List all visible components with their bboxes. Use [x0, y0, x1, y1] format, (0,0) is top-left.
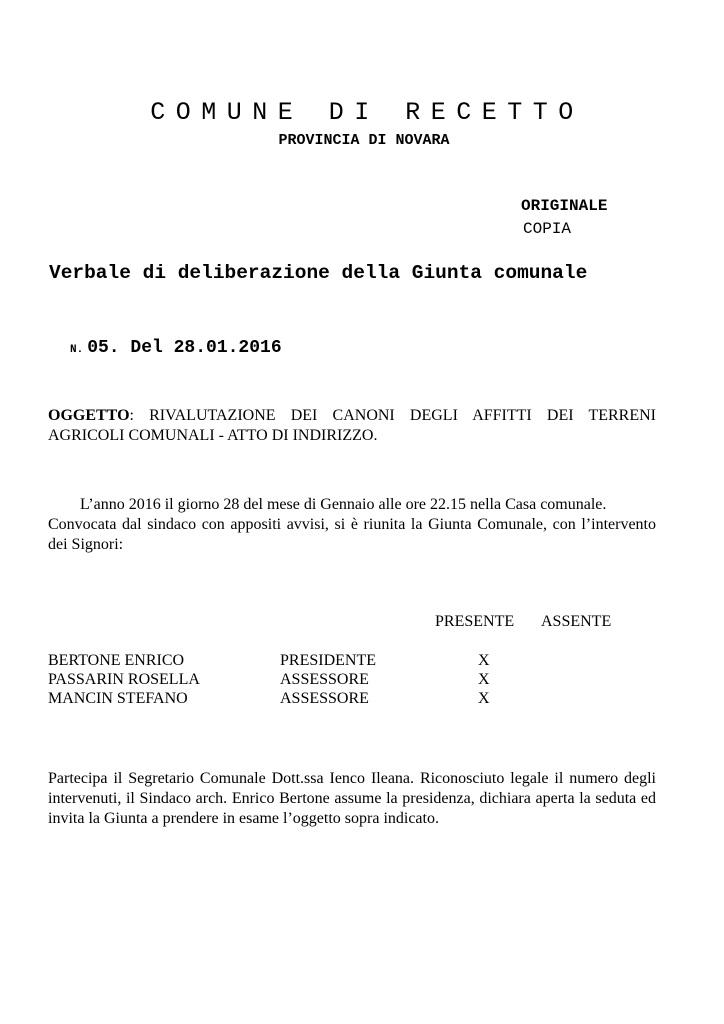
number-value: 05. Del 28.01.2016 — [87, 338, 282, 358]
assente-header: ASSENTE — [541, 613, 612, 630]
attendance-row — [48, 652, 668, 672]
provincia-subtitle: PROVINCIA DI NOVARA — [278, 132, 450, 149]
oggetto-label: OGGETTO — [48, 407, 130, 424]
member-name: BERTONE ENRICO — [48, 652, 185, 669]
convocata-line: Convocata dal sindaco con appositi avvisi, si è riunita la Giunta Comunale, con l’intervento dei Signori: — [48, 516, 656, 553]
intro-line: L’anno 2016 il giorno 28 del mese di Gennaio alle ore 22.15 nella Casa comunale. — [80, 496, 607, 513]
closing-paragraph: Partecipa il Segretario Comunale Dott.ssa Ienco Ileana. Riconosciuto legale il numero degli intervenuti, il Sindaco arch. Enrico Bertone assume la presidenza, dichiara aperta la seduta ed invita la Giunta a prendere in esame l’oggetto sopra indicato. — [48, 770, 656, 827]
attendance-row — [48, 671, 668, 691]
number-prefix: N. — [70, 344, 84, 356]
member-role: ASSESSORE — [280, 690, 369, 707]
deliberation-number — [70, 338, 282, 358]
presente-header: PRESENTE — [435, 613, 515, 630]
oggetto-text: : RIVALUTAZIONE DEI CANONI DEGLI AFFITTI DEI TERRENI AGRICOLI COMUNALI - ATTO DI INDIRIZZO. — [48, 407, 656, 444]
presence-mark: X — [478, 652, 490, 669]
oggetto-paragraph — [48, 406, 656, 446]
presence-mark: X — [478, 671, 490, 688]
originale-label: ORIGINALE — [521, 197, 608, 215]
member-name: PASSARIN ROSELLA — [48, 671, 200, 688]
member-name: MANCIN STEFANO — [48, 690, 188, 707]
copia-label: COPIA — [523, 220, 572, 238]
member-role: ASSESSORE — [280, 671, 369, 688]
comune-title: COMUNE DI RECETTO — [150, 98, 584, 127]
session-paragraph — [48, 495, 656, 555]
attendance-row — [48, 690, 668, 710]
member-role: PRESIDENTE — [280, 652, 376, 669]
document-title: Verbale di deliberazione della Giunta comunale — [49, 262, 588, 284]
presence-mark: X — [478, 690, 490, 707]
